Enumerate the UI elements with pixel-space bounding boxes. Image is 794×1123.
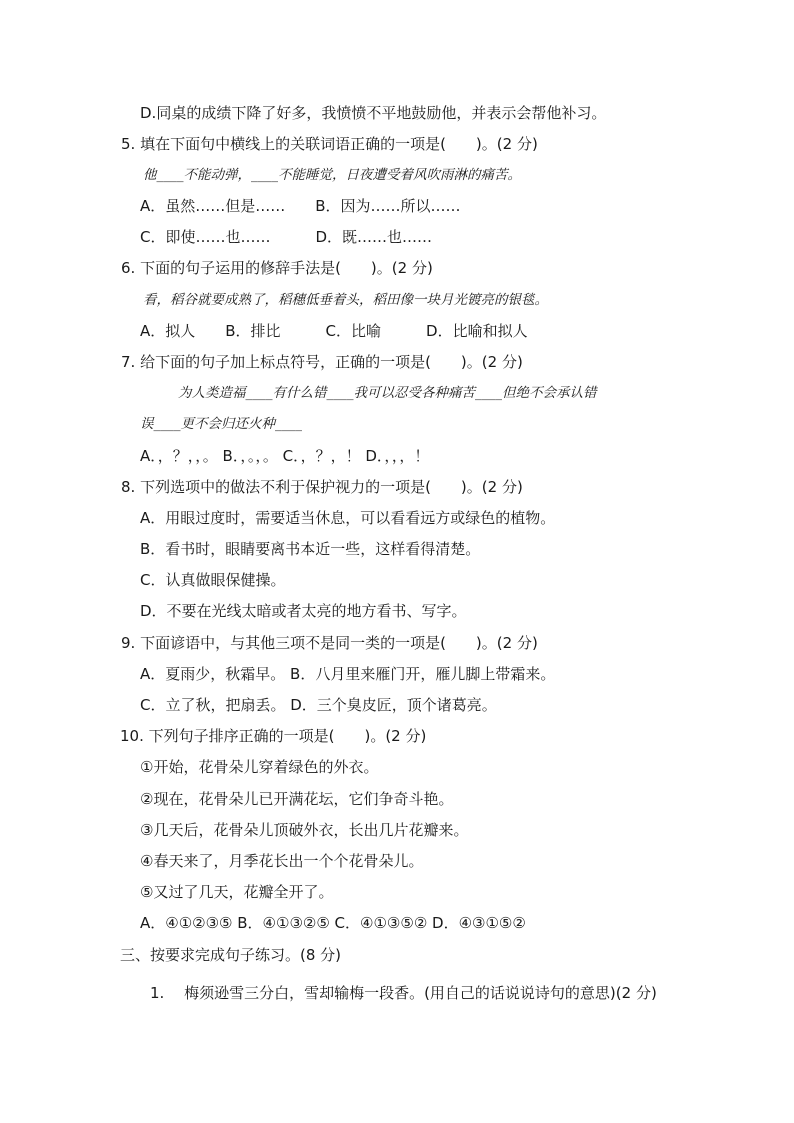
section-3-heading: 三、按要求完成句子练习。(8 分) bbox=[120, 946, 342, 964]
q5-example-sentence: 他____不能动弹，____不能睡觉，日夜遭受着风吹雨淋的痛苦。 bbox=[143, 167, 521, 183]
q6-example-sentence: 看，稻谷就要成熟了，稻穗低垂着头，稻田像一块月光镀亮的银毯。 bbox=[143, 292, 548, 308]
q6-stem: 6. 下面的句子运用的修辞手法是( )。(2 分) bbox=[121, 259, 433, 277]
q4-option-d: D.同桌的成绩下降了好多，我愤愤不平地鼓励他，并表示会帮他补习。 bbox=[140, 104, 607, 122]
q10-sentence-2: ②现在，花骨朵儿已开满花坛，它们争奇斗艳。 bbox=[140, 790, 454, 808]
q7-options: A．，？，，。 B．，。，。 C．，？，！ D．，，，！ bbox=[140, 447, 430, 465]
q10-stem: 10. 下列句子排序正确的一项是( )。(2 分) bbox=[120, 727, 427, 745]
q9-options-ab: A．夏雨少，秋霜早。 B．八月里来雁门开，雁儿脚上带霜来。 bbox=[140, 665, 556, 683]
q7-stem: 7. 给下面的句子加上标点符号，正确的一项是( )。(2 分) bbox=[121, 353, 523, 371]
q10-sentence-5: ⑤又过了几天，花瓣全开了。 bbox=[140, 883, 334, 901]
q9-options-cd: C．立了秋，把扇丢。 D．三个臭皮匠，顶个诸葛亮。 bbox=[140, 696, 497, 714]
q6-options: A．拟人 B．排比 C．比喻 D．比喻和拟人 bbox=[140, 322, 528, 340]
q10-sentence-4: ④春天来了，月季花长出一个个花骨朵儿。 bbox=[140, 852, 424, 870]
q7-example-line2: 误____更不会归还火种____ bbox=[140, 416, 302, 432]
q7-example-line1: 为人类造福____有什么错____我可以忍受各种痛苦____但绝不会承认错 bbox=[178, 385, 597, 401]
q5-options-ab: A．虽然……但是…… B．因为……所以…… bbox=[140, 197, 461, 215]
q8-option-c: C．认真做眼保健操。 bbox=[140, 571, 286, 589]
q10-sentence-1: ①开始，花骨朵儿穿着绿色的外衣。 bbox=[140, 758, 379, 776]
section-3-item-1: 1. 梅须逊雪三分白，雪却输梅一段香。(用自己的话说说诗句的意思)(2 分) bbox=[150, 984, 657, 1002]
q5-options-cd: C．即使……也…… D．既……也…… bbox=[140, 228, 433, 246]
q10-options: A．④①②③⑤ B．④①③②⑤ C．④①③⑤② D．④③①⑤② bbox=[140, 914, 526, 932]
q8-option-a: A．用眼过度时，需要适当休息，可以看看远方或绿色的植物。 bbox=[140, 509, 556, 527]
q8-stem: 8. 下列选项中的做法不利于保护视力的一项是( )。(2 分) bbox=[121, 478, 523, 496]
q10-sentence-3: ③几天后，花骨朵儿顶破外衣，长出几片花瓣来。 bbox=[140, 821, 469, 839]
q9-stem: 9. 下面谚语中，与其他三项不是同一类的一项是( )。(2 分) bbox=[121, 634, 538, 652]
q5-stem: 5. 填在下面句中横线上的关联词语正确的一项是( )。(2 分) bbox=[121, 135, 538, 153]
q8-option-d: D．不要在光线太暗或者太亮的地方看书、写字。 bbox=[140, 602, 467, 620]
q8-option-b: B．看书时，眼睛要离书本近一些，这样看得清楚。 bbox=[140, 540, 481, 558]
